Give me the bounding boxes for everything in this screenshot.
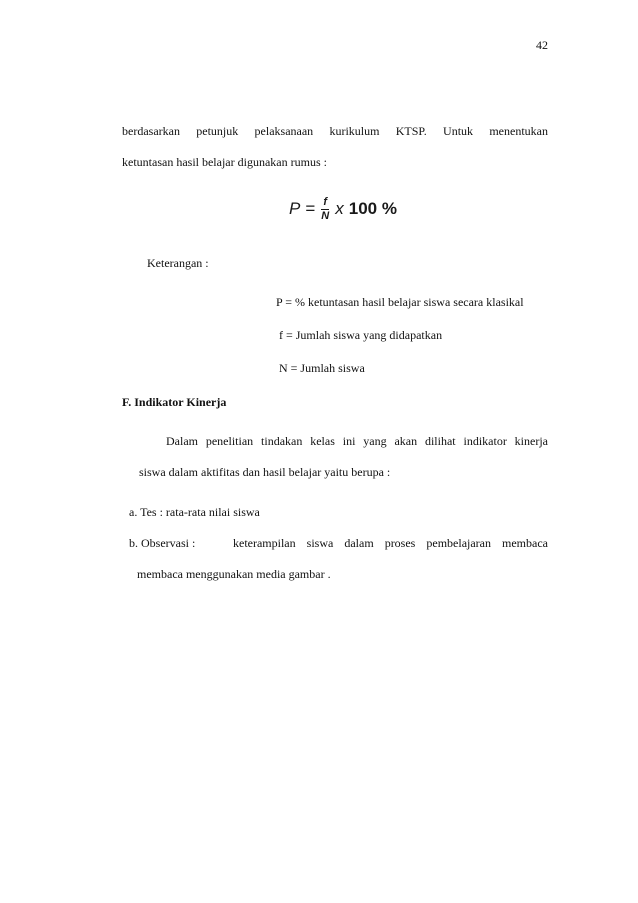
legend-title: Keterangan : (147, 256, 209, 270)
section-heading: F. Indikator Kinerja (122, 395, 227, 409)
list-item-observasi-text: keterampilan siswa dalam proses pembelajaran membaca (233, 536, 548, 550)
definition-p: P = % ketuntasan hasil belajar siswa secara klasikal (276, 295, 524, 309)
formula-fraction (319, 196, 331, 223)
definition-n: N = Jumlah siswa (279, 361, 365, 375)
formula-numerator: f (323, 195, 328, 208)
paragraph-line-2: siswa dalam aktifitas dan hasil belajar yaitu berupa : (139, 465, 391, 479)
page-number: 42 (536, 38, 548, 52)
intro-line-1: berdasarkan petunjuk pelaksanaan kurikulum KTSP. Untuk menentukan (122, 124, 548, 138)
formula-denominator: N (321, 209, 330, 222)
formula-times: x (335, 199, 344, 218)
formula (289, 191, 397, 227)
intro-line-2: ketuntasan hasil belajar digunakan rumus : (122, 155, 327, 169)
formula-multiplier: 100 % (348, 199, 397, 218)
list-item-tes: a. Tes : rata-rata nilai siswa (129, 505, 260, 519)
list-item-observasi-label: b. Observasi : (129, 536, 196, 550)
definition-f: f = Jumlah siswa yang didapatkan (279, 328, 443, 342)
formula-lhs: P (289, 199, 301, 218)
list-item-observasi-continuation: membaca menggunakan media gambar . (137, 567, 331, 581)
formula-equals: = (305, 199, 316, 218)
paragraph-line-1: Dalam penelitian tindakan kelas ini yang akan dilihat indikator kinerja (166, 434, 548, 448)
